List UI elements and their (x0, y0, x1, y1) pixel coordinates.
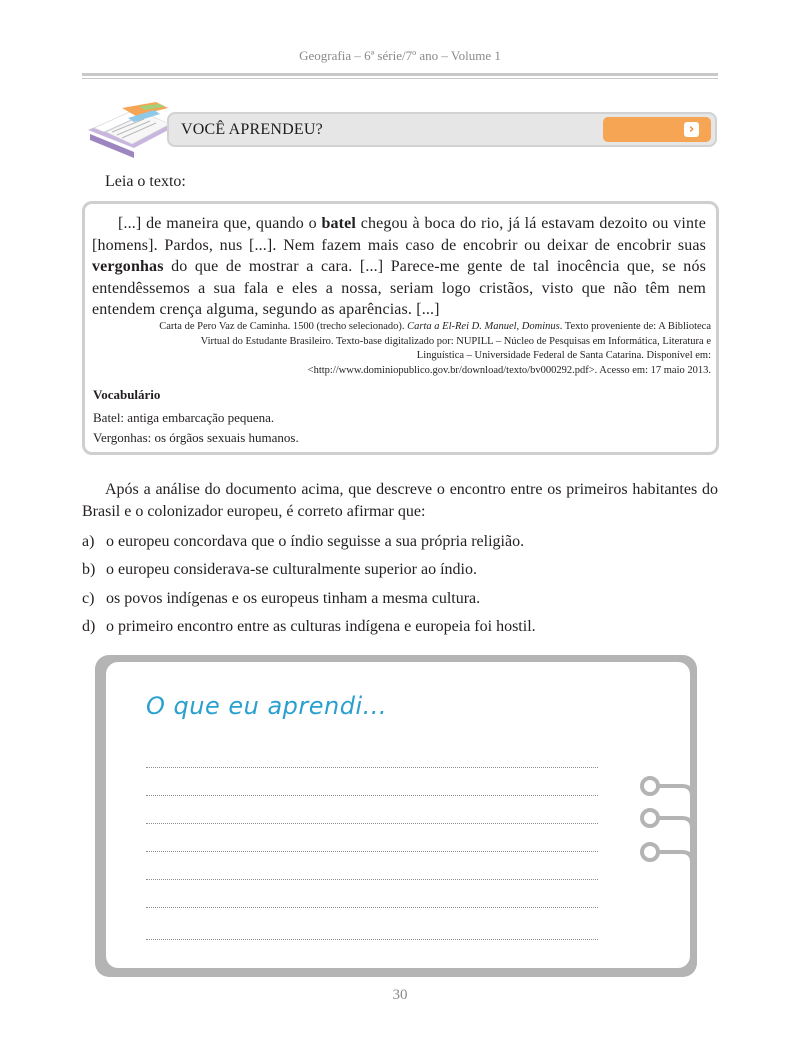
option-b (82, 561, 477, 579)
writing-line (146, 767, 598, 768)
chevron-right-icon: › (684, 122, 699, 137)
option-text: o europeu considerava-se culturalmente superior ao índio. (106, 561, 477, 578)
binder-rings-icon (638, 770, 698, 870)
header-rule (82, 73, 718, 76)
vocabulary-title: Vocabulário (93, 387, 161, 402)
quote-text: [...] de maneira que, quando o batel chegou à boca do rio, já lá estavam dezoito ou vinte [homens]. Pardos, nus [...]. Nem fazem mais caso de encobrir ou deixar de encobrir suas vergonhas do que de mostrar a cara. [...] Parece-me gente de tal inocência que, se nós entendêssemos a sua fala e eles a nossa, seriam logo cristãos, visto que não têm nem entendem crença alguma, segundo as aparências. [...] (92, 215, 706, 318)
banner-arrow-tab (603, 117, 711, 142)
option-text: o europeu concordava que o índio seguisse a sua própria religião. (106, 533, 525, 550)
bold-term-batel: batel (321, 215, 357, 232)
writing-line (146, 879, 598, 880)
option-a (82, 533, 524, 551)
option-text: o primeiro encontro entre as culturas indígena e europeia foi hostil. (106, 618, 536, 635)
writing-line (146, 823, 598, 824)
notebook-title: O que eu aprendi... (146, 692, 388, 720)
running-header: Geografia – 6ª série/7º ano – Volume 1 (299, 48, 501, 63)
writing-line (146, 795, 598, 796)
writing-line (146, 907, 598, 908)
vocabulary-item: Batel: antiga embarcação pequena. (93, 410, 275, 425)
option-letter: c) (82, 590, 95, 607)
source-citation: Carta de Pero Vaz de Caminha. 1500 (trecho selecionado). Carta a El-Rei D. Manuel, Dominus. Texto proveniente de: A Biblioteca Virtual do Estudante Brasileiro. Texto-base digitalizado por: NUPILL – Núcleo de Pesquisas em Informática, Literatura e Linguística – Universidade Federal de Santa Catarina. Disponível em: <http://www.dominiopublico.gov.br/download/texto/bv000292.pdf>. Acesso em: 17 maio 2013. (159, 321, 711, 376)
section-banner (167, 112, 717, 147)
vocabulary-item: Vergonhas: os órgãos sexuais humanos. (93, 430, 299, 445)
section-title: VOCÊ APRENDEU? (181, 121, 323, 138)
option-text: os povos indígenas e os europeus tinham a mesma cultura. (106, 590, 481, 607)
option-letter: b) (82, 561, 96, 578)
option-letter: a) (82, 533, 95, 550)
option-d (82, 618, 536, 636)
option-letter: d) (82, 618, 96, 635)
intro-text: Leia o texto: (105, 173, 186, 190)
writing-line (146, 939, 598, 940)
page-number: 30 (392, 987, 408, 1003)
question-text: Após a análise do documento acima, que descreve o encontro entre os primeiros habitantes do Brasil e o colonizador europeu, é correto afirmar que: (82, 481, 718, 520)
bold-term-vergonhas: vergonhas (92, 258, 164, 275)
writing-line (146, 851, 598, 852)
header-rule-thin (82, 78, 718, 79)
option-c (82, 590, 480, 608)
